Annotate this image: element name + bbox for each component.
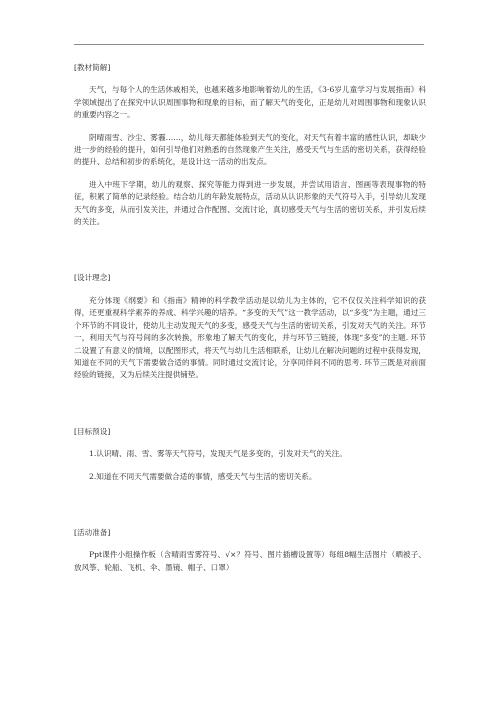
goal-item-1: 1.认识晴、雨、雪、雾等天气符号，发现天气是多变的，引发对天气的关注。: [89, 449, 347, 459]
section-heading-design: [设计理念]: [74, 273, 111, 283]
section-heading-goals: [目标预设]: [74, 426, 111, 436]
document-body: [74, 62, 426, 574]
intro-paragraph-2: 阴晴雨雪、沙尘、雾霾……，幼儿每天都能体验到天气的变化，对天气有着丰富的感性认识，却缺少进一步的经验的提升，如何引导他们对熟悉的自然现象产生关注，感受天气与生活的密切关系，获得经验的提升、总结和初步的系统化，是设计这一活动的出发点。: [74, 132, 426, 167]
section-heading-intro: [教材简解]: [74, 63, 111, 72]
header-rule: [74, 44, 424, 45]
intro-paragraph-3: 进入中班下学期，幼儿的观察、探究等能力得到进一步发展，并尝试用语言、图画等表现事物的特征，积累了简单的记录经验。结合幼儿的年龄发展特点，活动从认识形象的天气符号入手，引导幼儿发现天气的多变，从而引发关注，并通过合作配图、交流讨论，真切感受天气与生活的密切关系，并引发后续的关注。: [74, 179, 426, 227]
intro-paragraph-1: 天气，与每个人的生活休戚相关，也越来越多地影响着幼儿的生活，《3-6岁儿童学习与发展指南》科学领域提出了在探究中认识周围事物和现象的目标，而了解天气的变化，正是幼儿对周围事物和现象认识的重要内容之一。: [74, 85, 426, 120]
section-heading-prep: [活动准备]: [74, 527, 111, 537]
prep-paragraph-1: Ppt课件小组操作板（含晴雨雪雾符号、√×？符号、图片插槽设置等）每组8幅生活图片（晒被子、放风筝、轮船、飞机、伞、墨镜、帽子、口罩）: [74, 550, 426, 572]
design-paragraph-1: 充分体现《纲要》和《指南》精神的科学教学活动是以幼儿为主体的，它不仅仅关注科学知识的获得，还更重视科学素养的养成、科学兴趣的培养。“多变的天气”这一教学活动，以“多变”为主题，通过三个环节的不同设计，使幼儿主动发现天气的多变，感受天气与生活的密切关系，引发对天气的关注。环节一，利用天气与符号间的多次转换，形象地了解天气的变化，并与环节三链接，体现“多变”的主题. 环节二设置了有意义的情境，以配图形式，将天气与幼儿生活相联系，让幼儿在解决问题的过程中获得发现，知道在不同的天气下需要做合适的事情。同时通过交流讨论，分享同伴间不同的思考. 环节三既是对前面经验的链接，又为后续关注提供铺垫。: [74, 295, 426, 380]
goal-item-2: 2.知道在不同天气需要做合适的事情，感受天气与生活的密切关系。: [89, 471, 317, 481]
